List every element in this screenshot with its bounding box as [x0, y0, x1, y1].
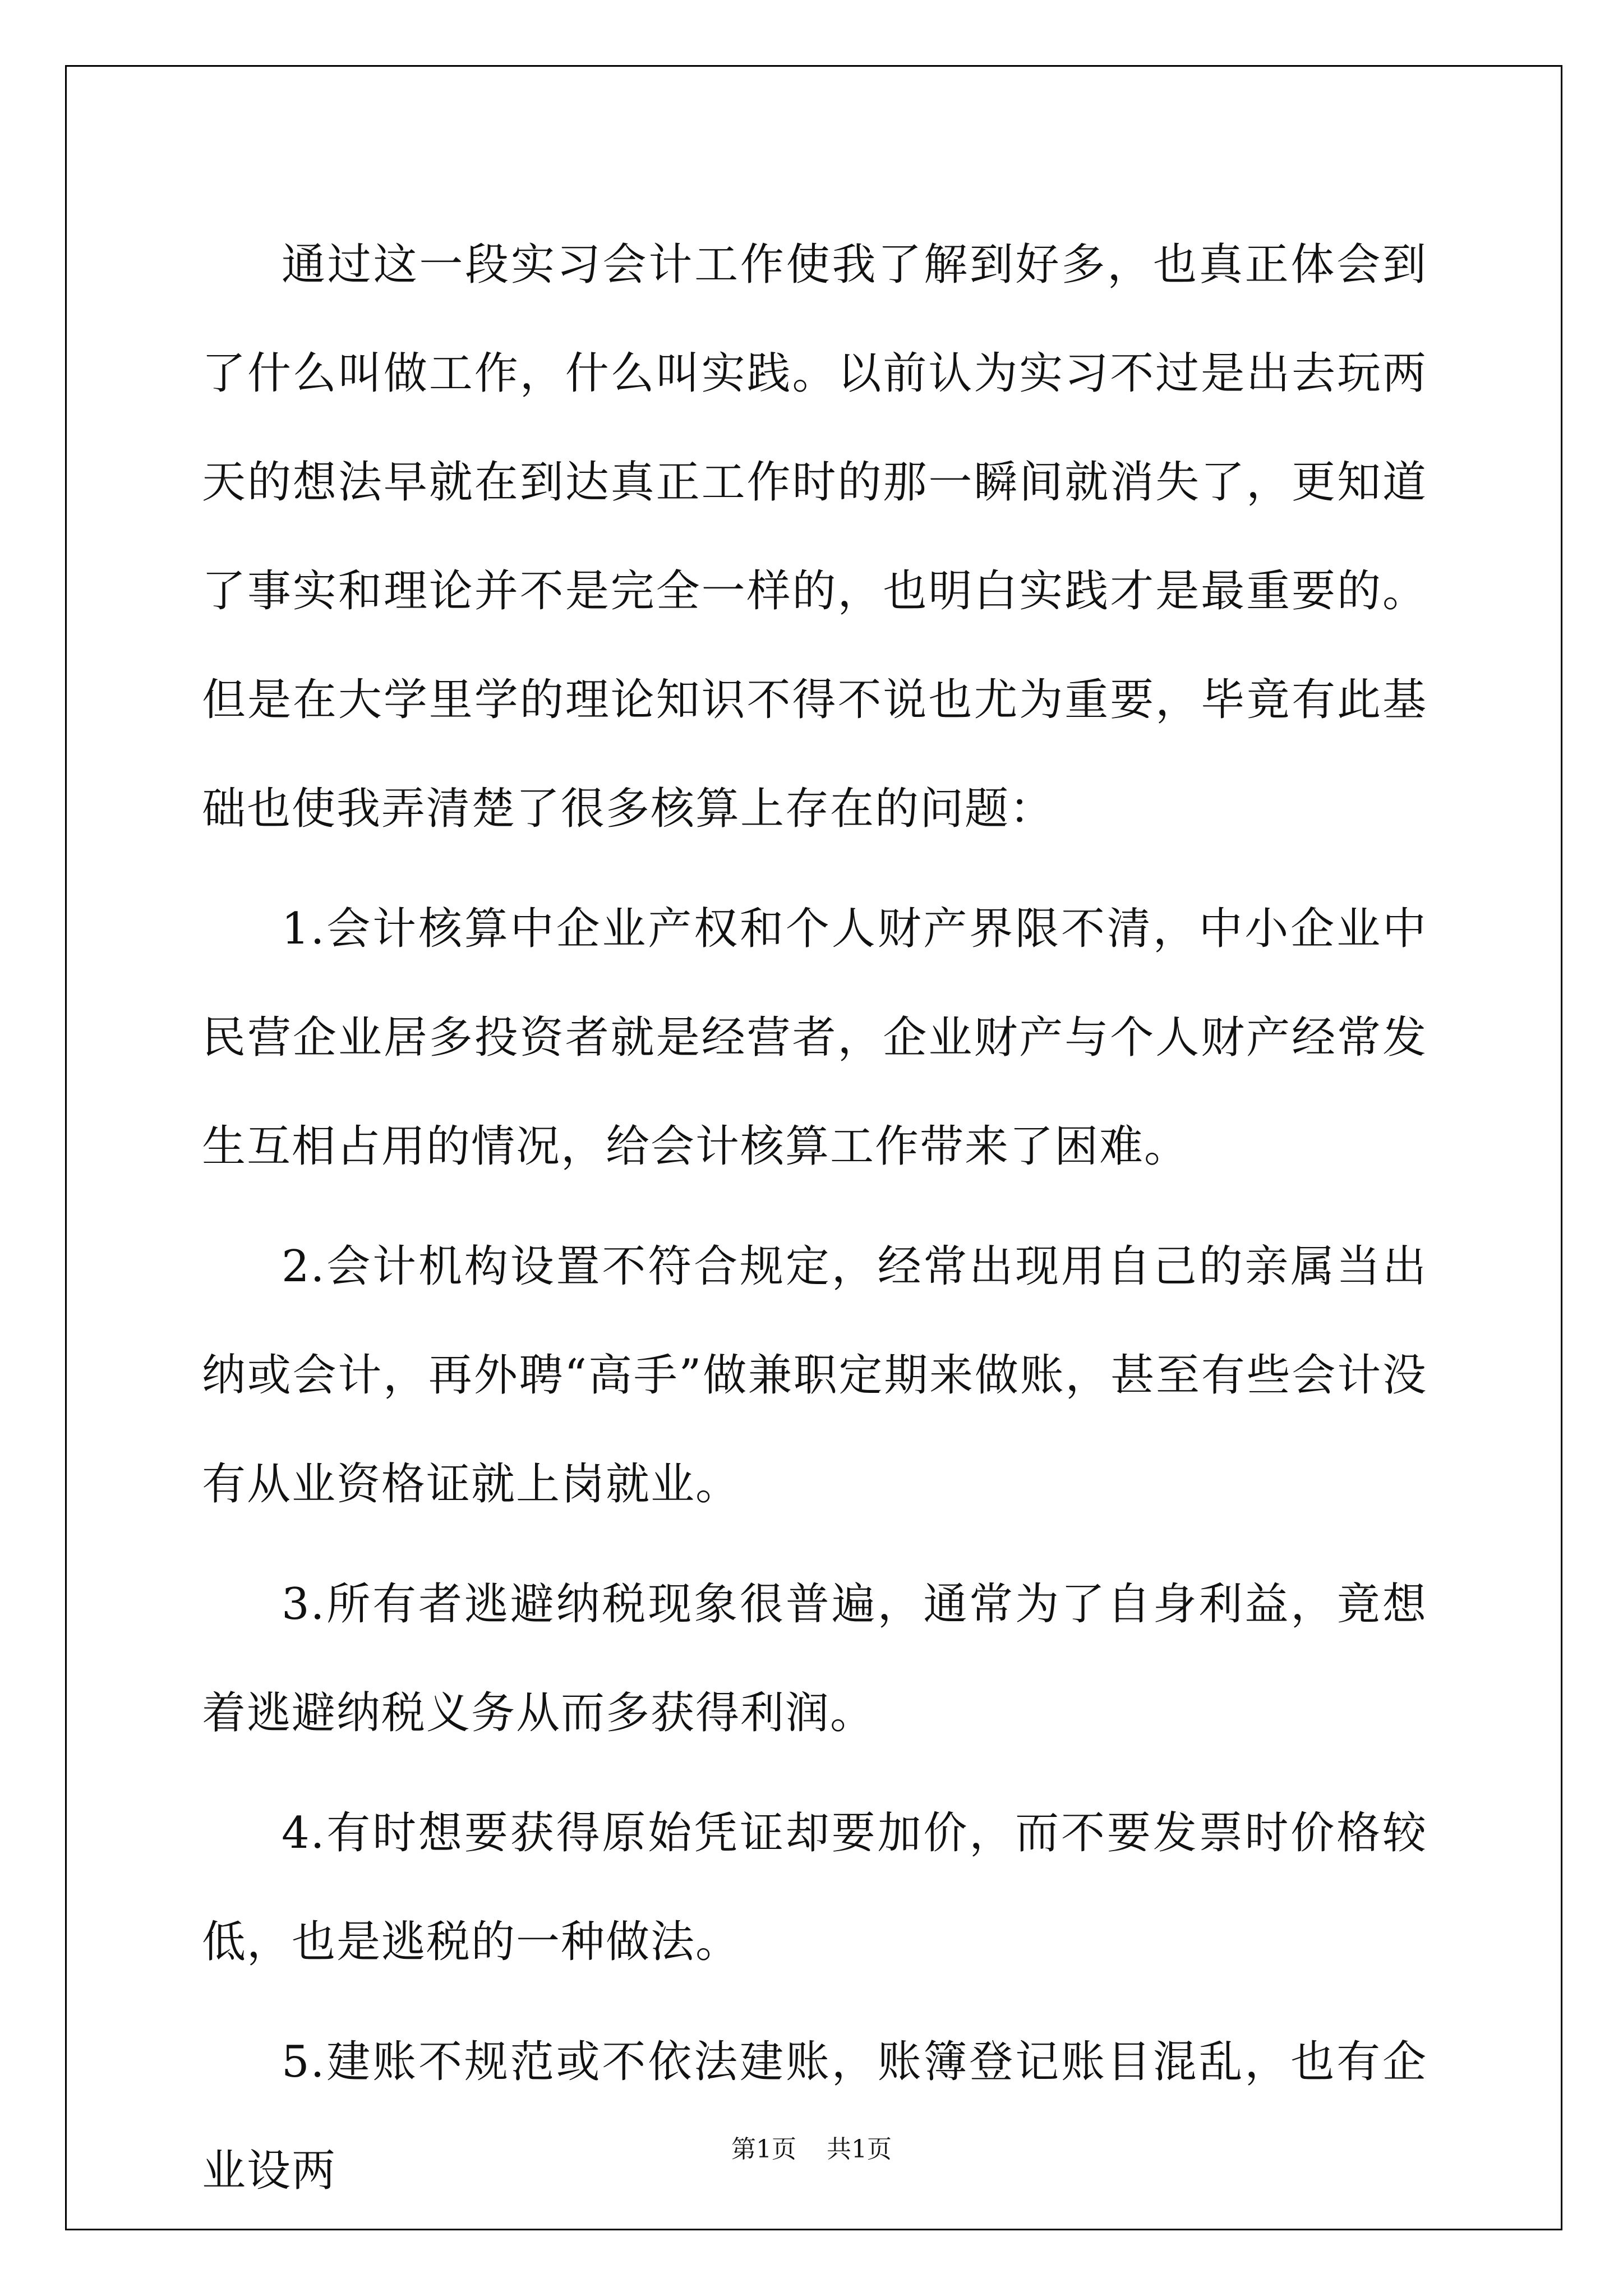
document-body	[202, 210, 1427, 2225]
page-number: 第1页	[731, 2135, 796, 2164]
page-footer	[0, 2129, 1623, 2165]
paragraph-item-1: 1.会计核算中企业产权和个人财产界限不清，中小企业中民营企业居多投资者就是经营者，企业财产与个人财产经常发生互相占用的情况，给会计核算工作带来了困难。	[202, 904, 1427, 1172]
page-total: 共1页	[827, 2135, 892, 2164]
paragraph-item-3: 3.所有者逃避纳税现象很普遍，通常为了自身利益，竟想着逃避纳税义务从而多获得利润。	[202, 1579, 1427, 1738]
paragraph-item-2: 2.会计机构设置不符合规定，经常出现用自己的亲属当出纳或会计，再外聘“高手”做兼职定期来做账，甚至有些会计没有从业资格证就上岗就业。	[202, 1241, 1427, 1510]
paragraph-item-4: 4.有时想要获得原始凭证却要加价，而不要发票时价格较低，也是逃税的一种做法。	[202, 1808, 1427, 1967]
paragraph-intro: 通过这一段实习会计工作使我了解到好多，也真正体会到了什么叫做工作，什么叫实践。以前认为实习不过是出去玩两天的想法早就在到达真正工作时的那一瞬间就消失了，更知道了事实和理论并不是完全一样的，也明白实践才是最重要的。但是在大学里学的理论知识不得不说也尤为重要，毕竟有此基础也使我弄清楚了很多核算上存在的问题：	[202, 240, 1427, 834]
paragraph-item-5: 5.建账不规范或不依法建账，账簿登记账目混乱，也有企业设两	[202, 2037, 1427, 2196]
